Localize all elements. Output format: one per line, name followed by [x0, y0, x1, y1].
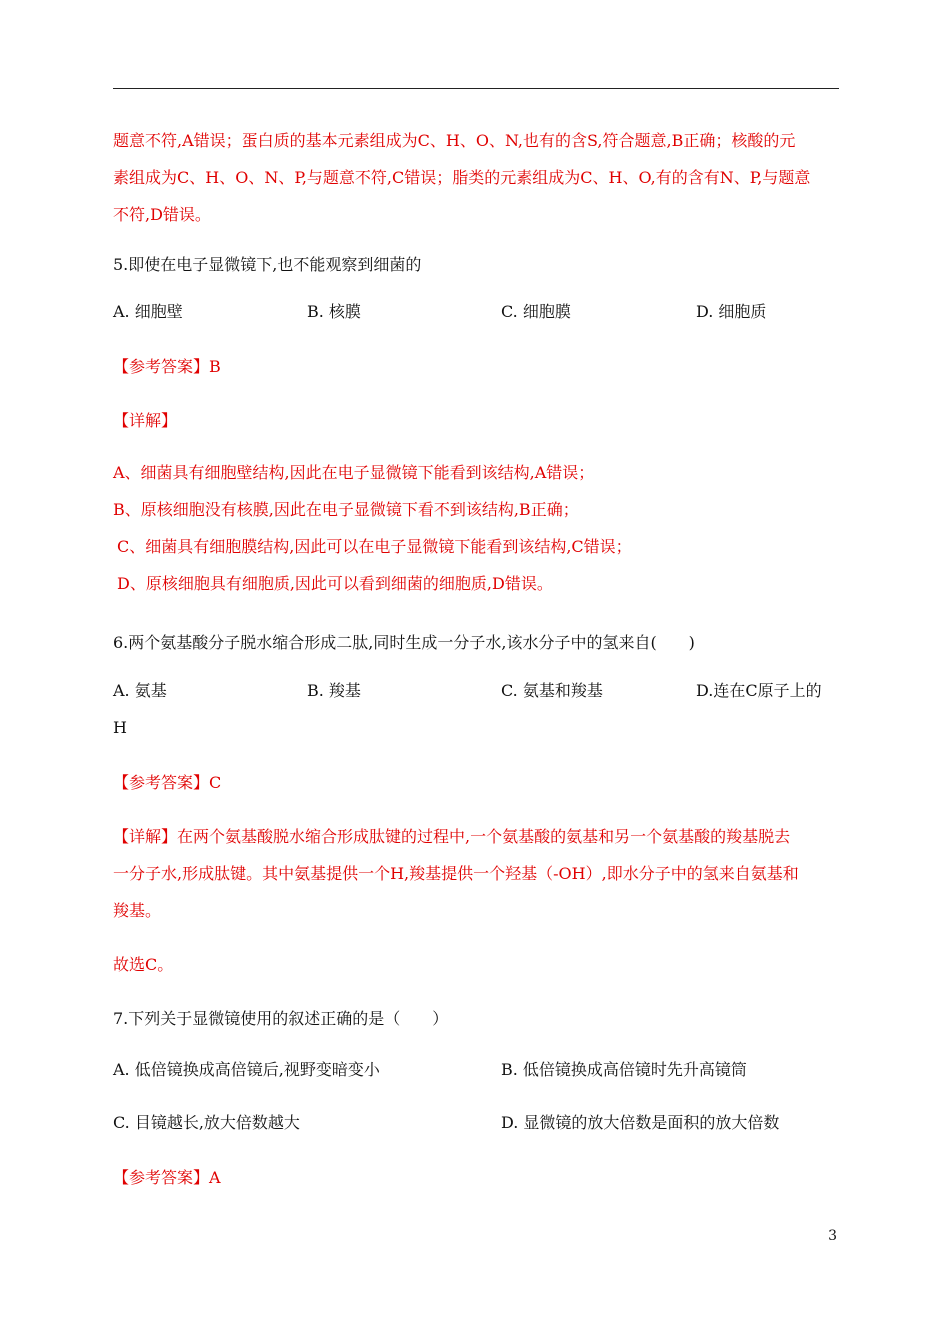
q6-option-d: D.连在C原子上的 [696, 681, 822, 700]
explanation-line: B、原核细胞没有核膜,因此在电子显微镜下看不到该结构,B正确； [113, 500, 579, 519]
explanation-line: C、细菌具有细胞膜结构,因此可以在电子显微镜下能看到该结构,C错误； [117, 537, 632, 556]
q7-option-c: C. 目镜越长,放大倍数越大 [113, 1113, 300, 1132]
q7-option-b: B. 低倍镜换成高倍镜时先升高镜筒 [501, 1060, 747, 1079]
q6-option-d-wrap: H [113, 718, 127, 737]
q6-stem: 6.两个氨基酸分子脱水缩合形成二肽,同时生成一分子水,该水分子中的氢来自( ) [113, 633, 695, 652]
explanation-line: A、细菌具有细胞壁结构,因此在电子显微镜下能看到该结构,A错误； [113, 463, 595, 482]
page-number: 3 [828, 1228, 837, 1244]
q6-detail [113, 818, 839, 929]
q5-detail-label: 【详解】 [113, 411, 178, 430]
explanation-line: 素组成为C、H、O、N、P,与题意不符,C错误；脂类的元素组成为C、H、O,有的含有N、P,与题意 [113, 168, 811, 187]
q6-option-b: B. 羧基 [307, 681, 361, 700]
previous-explanation [113, 122, 839, 233]
detail-line: 【详解】在两个氨基酸脱水缩合形成肽键的过程中,一个氨基酸的氨基和另一个氨基酸的羧基脱去 [113, 827, 791, 846]
q6-option-c: C. 氨基和羧基 [501, 681, 603, 700]
explanation-line: 不符,D错误。 [113, 205, 211, 224]
q6-option-a: A. 氨基 [113, 681, 167, 700]
q7-answer: 【参考答案】A [113, 1168, 221, 1187]
q7-option-d: D. 显微镜的放大倍数是面积的放大倍数 [501, 1113, 780, 1132]
header-rule [113, 88, 839, 89]
q7-option-a: A. 低倍镜换成高倍镜后,视野变暗变小 [113, 1060, 380, 1079]
q5-option-b: B. 核膜 [307, 302, 361, 321]
q5-option-a: A. 细胞壁 [113, 302, 183, 321]
q5-answer: 【参考答案】B [113, 357, 221, 376]
explanation-line: D、原核细胞具有细胞质,因此可以看到细菌的细胞质,D错误。 [117, 574, 553, 593]
q7-stem: 7.下列关于显微镜使用的叙述正确的是（ ） [113, 1009, 449, 1028]
q6-conclusion: 故选C。 [113, 955, 174, 974]
q6-answer: 【参考答案】C [113, 773, 222, 792]
explanation-line: 题意不符,A错误；蛋白质的基本元素组成为C、H、O、N,也有的含S,符合题意,B正确；核酸的元 [113, 131, 796, 150]
q5-option-d: D. 细胞质 [696, 302, 767, 321]
detail-line: 一分子水,形成肽键。其中氨基提供一个H,羧基提供一个羟基（-OH）,即水分子中的氢来自氨基和 [113, 864, 799, 883]
q5-option-c: C. 细胞膜 [501, 302, 571, 321]
q5-explanations [113, 454, 839, 602]
q5-stem: 5.即使在电子显微镜下,也不能观察到细菌的 [113, 255, 422, 274]
detail-line: 羧基。 [113, 901, 162, 920]
